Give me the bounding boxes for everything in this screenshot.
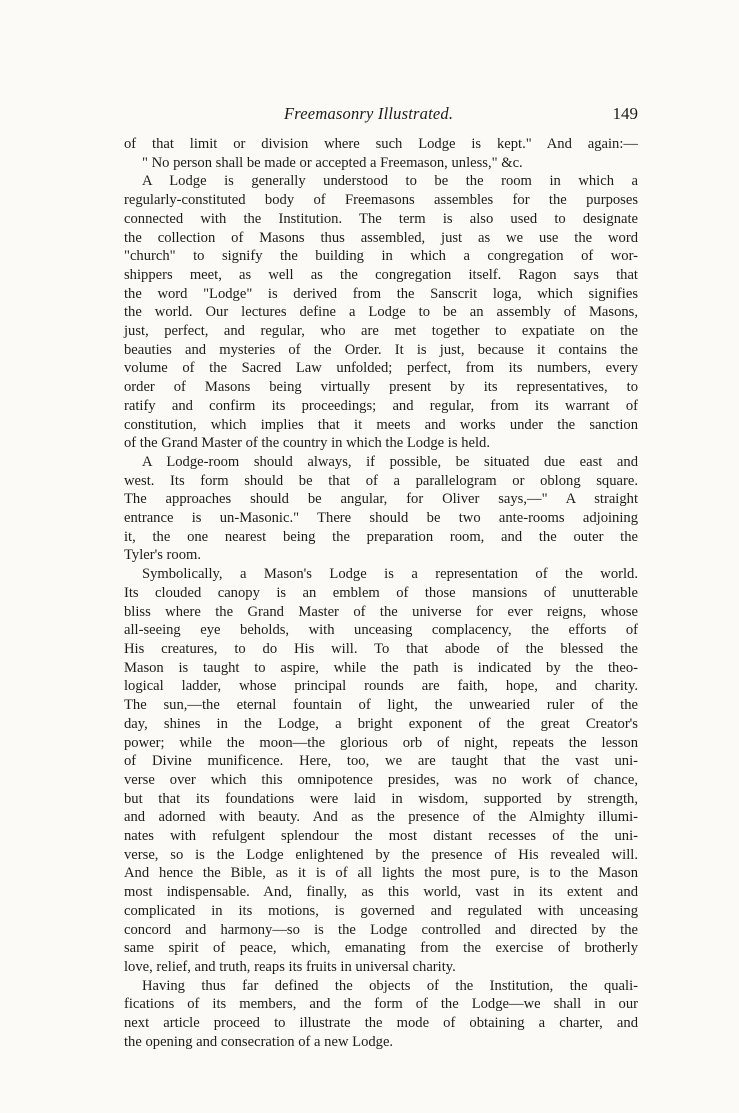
text-line: Mason is taught to aspire, while the path is indicated by the theo- [124,659,638,676]
text-line: His creatures, to do His will. To that abode of the blessed the [124,640,638,657]
text-line: logical ladder, whose principal rounds are faith, hope, and charity. [124,678,638,695]
text-line: love, relief, and truth, reaps its fruits in universal charity. [124,958,456,975]
text-line: the opening and consecration of a new Lodge. [124,1033,394,1050]
text-line: A Lodge-room should always, if possible, be situated due east and [142,453,638,470]
text-line: the word "Lodge" is derived from the Sanscrit loga, which signifies [124,285,638,302]
text-line: power; while the moon—the glorious orb of night, repeats the lesson [124,734,638,751]
text-line: The approaches should be angular, for Oliver says,—" A straight [124,491,638,508]
text-line: the world. Our lectures define a Lodge to be an assembly of Masons, [124,304,638,321]
text-line: of the Grand Master of the country in which the Lodge is held. [124,435,490,452]
text-line: Having thus far defined the objects of the Institution, the quali- [142,977,638,994]
text-line: "church" to signify the building in which a congregation of wor- [124,248,638,265]
text-line: Its clouded canopy is an emblem of those mansions of unutterable [124,584,638,601]
text-line: next article proceed to illustrate the mode of obtaining a charter, and [124,1015,638,1032]
text-line: Symbolically, a Mason's Lodge is a representation of the world. [142,566,638,583]
text-line: the collection of Masons thus assembled, just as we use the word [124,229,638,246]
text-line: order of Masons being virtually present by its representatives, to [124,379,638,396]
text-line: shippers meet, as well as the congregation itself. Ragon says that [124,266,638,283]
text-line: A Lodge is generally understood to be the room in which a [142,173,638,190]
text-line: entrance is un-Masonic." There should be two ante-rooms adjoining [124,510,638,527]
text-line: complicated in its motions, is governed and regulated with unceasing [124,902,638,919]
text-line: And hence the Bible, as it is of all lights the most pure, is to the Mason [124,865,638,882]
text-line: " No person shall be made or accepted a Freemason, unless," &c. [142,154,523,171]
text-line: nates with refulgent splendour the most distant recesses of the uni- [124,828,638,845]
page-number: 149 [612,104,638,123]
text-line: most indispensable. And, finally, as this world, vast in its extent and [124,884,638,901]
text-line: of Divine munificence. Here, too, we are taught that the vast uni- [124,753,638,770]
text-line: regularly-constituted body of Freemasons assembles for the purposes [124,192,638,209]
running-title: Freemasonry Illustrated. [284,104,454,123]
text-line: verse over which this omnipotence presides, was no work of chance, [124,771,638,788]
text-line: and adorned with beauty. And as the presence of the Almighty illumi- [124,809,638,826]
text-line: bliss where the Grand Master of the universe for ever reigns, whose [124,603,638,620]
text-line: constitution, which implies that it meets and works under the sanction [124,416,638,433]
text-line: just, perfect, and regular, who are met together to expatiate on the [124,323,638,340]
text-line: connected with the Institution. The term is also used to designate [124,210,638,227]
text-line: but that its foundations were laid in wisdom, supported by strength, [124,790,638,807]
text-line: beauties and mysteries of the Order. It is just, because it contains the [124,341,638,358]
text-line: concord and harmony—so is the Lodge controlled and directed by the [124,921,638,938]
text-line: all-seeing eye beholds, with unceasing complacency, the efforts of [124,622,638,639]
text-line: volume of the Sacred Law unfolded; perfect, from its numbers, every [124,360,638,377]
text-line: Tyler's room. [124,547,201,564]
text-line: fications of its members, and the form of the Lodge—we shall in our [124,996,638,1013]
page-header [124,104,638,126]
text-line: day, shines in the Lodge, a bright exponent of the great Creator's [124,715,638,732]
text-line: The sun,—the eternal fountain of light, the unwearied ruler of the [124,697,638,714]
text-line: same spirit of peace, which, emanating from the exercise of brotherly [124,940,638,957]
text-line: it, the one nearest being the preparation room, and the outer the [124,528,638,545]
text-line: of that limit or division where such Lodge is kept." And again:— [124,136,638,152]
text-line: ratify and confirm its proceedings; and regular, from its warrant of [124,397,638,414]
body-text [124,135,638,1051]
text-line: verse, so is the Lodge enlightened by the presence of His revealed will. [124,846,638,863]
text-line: west. Its form should be that of a parallelogram or oblong square. [124,472,638,489]
